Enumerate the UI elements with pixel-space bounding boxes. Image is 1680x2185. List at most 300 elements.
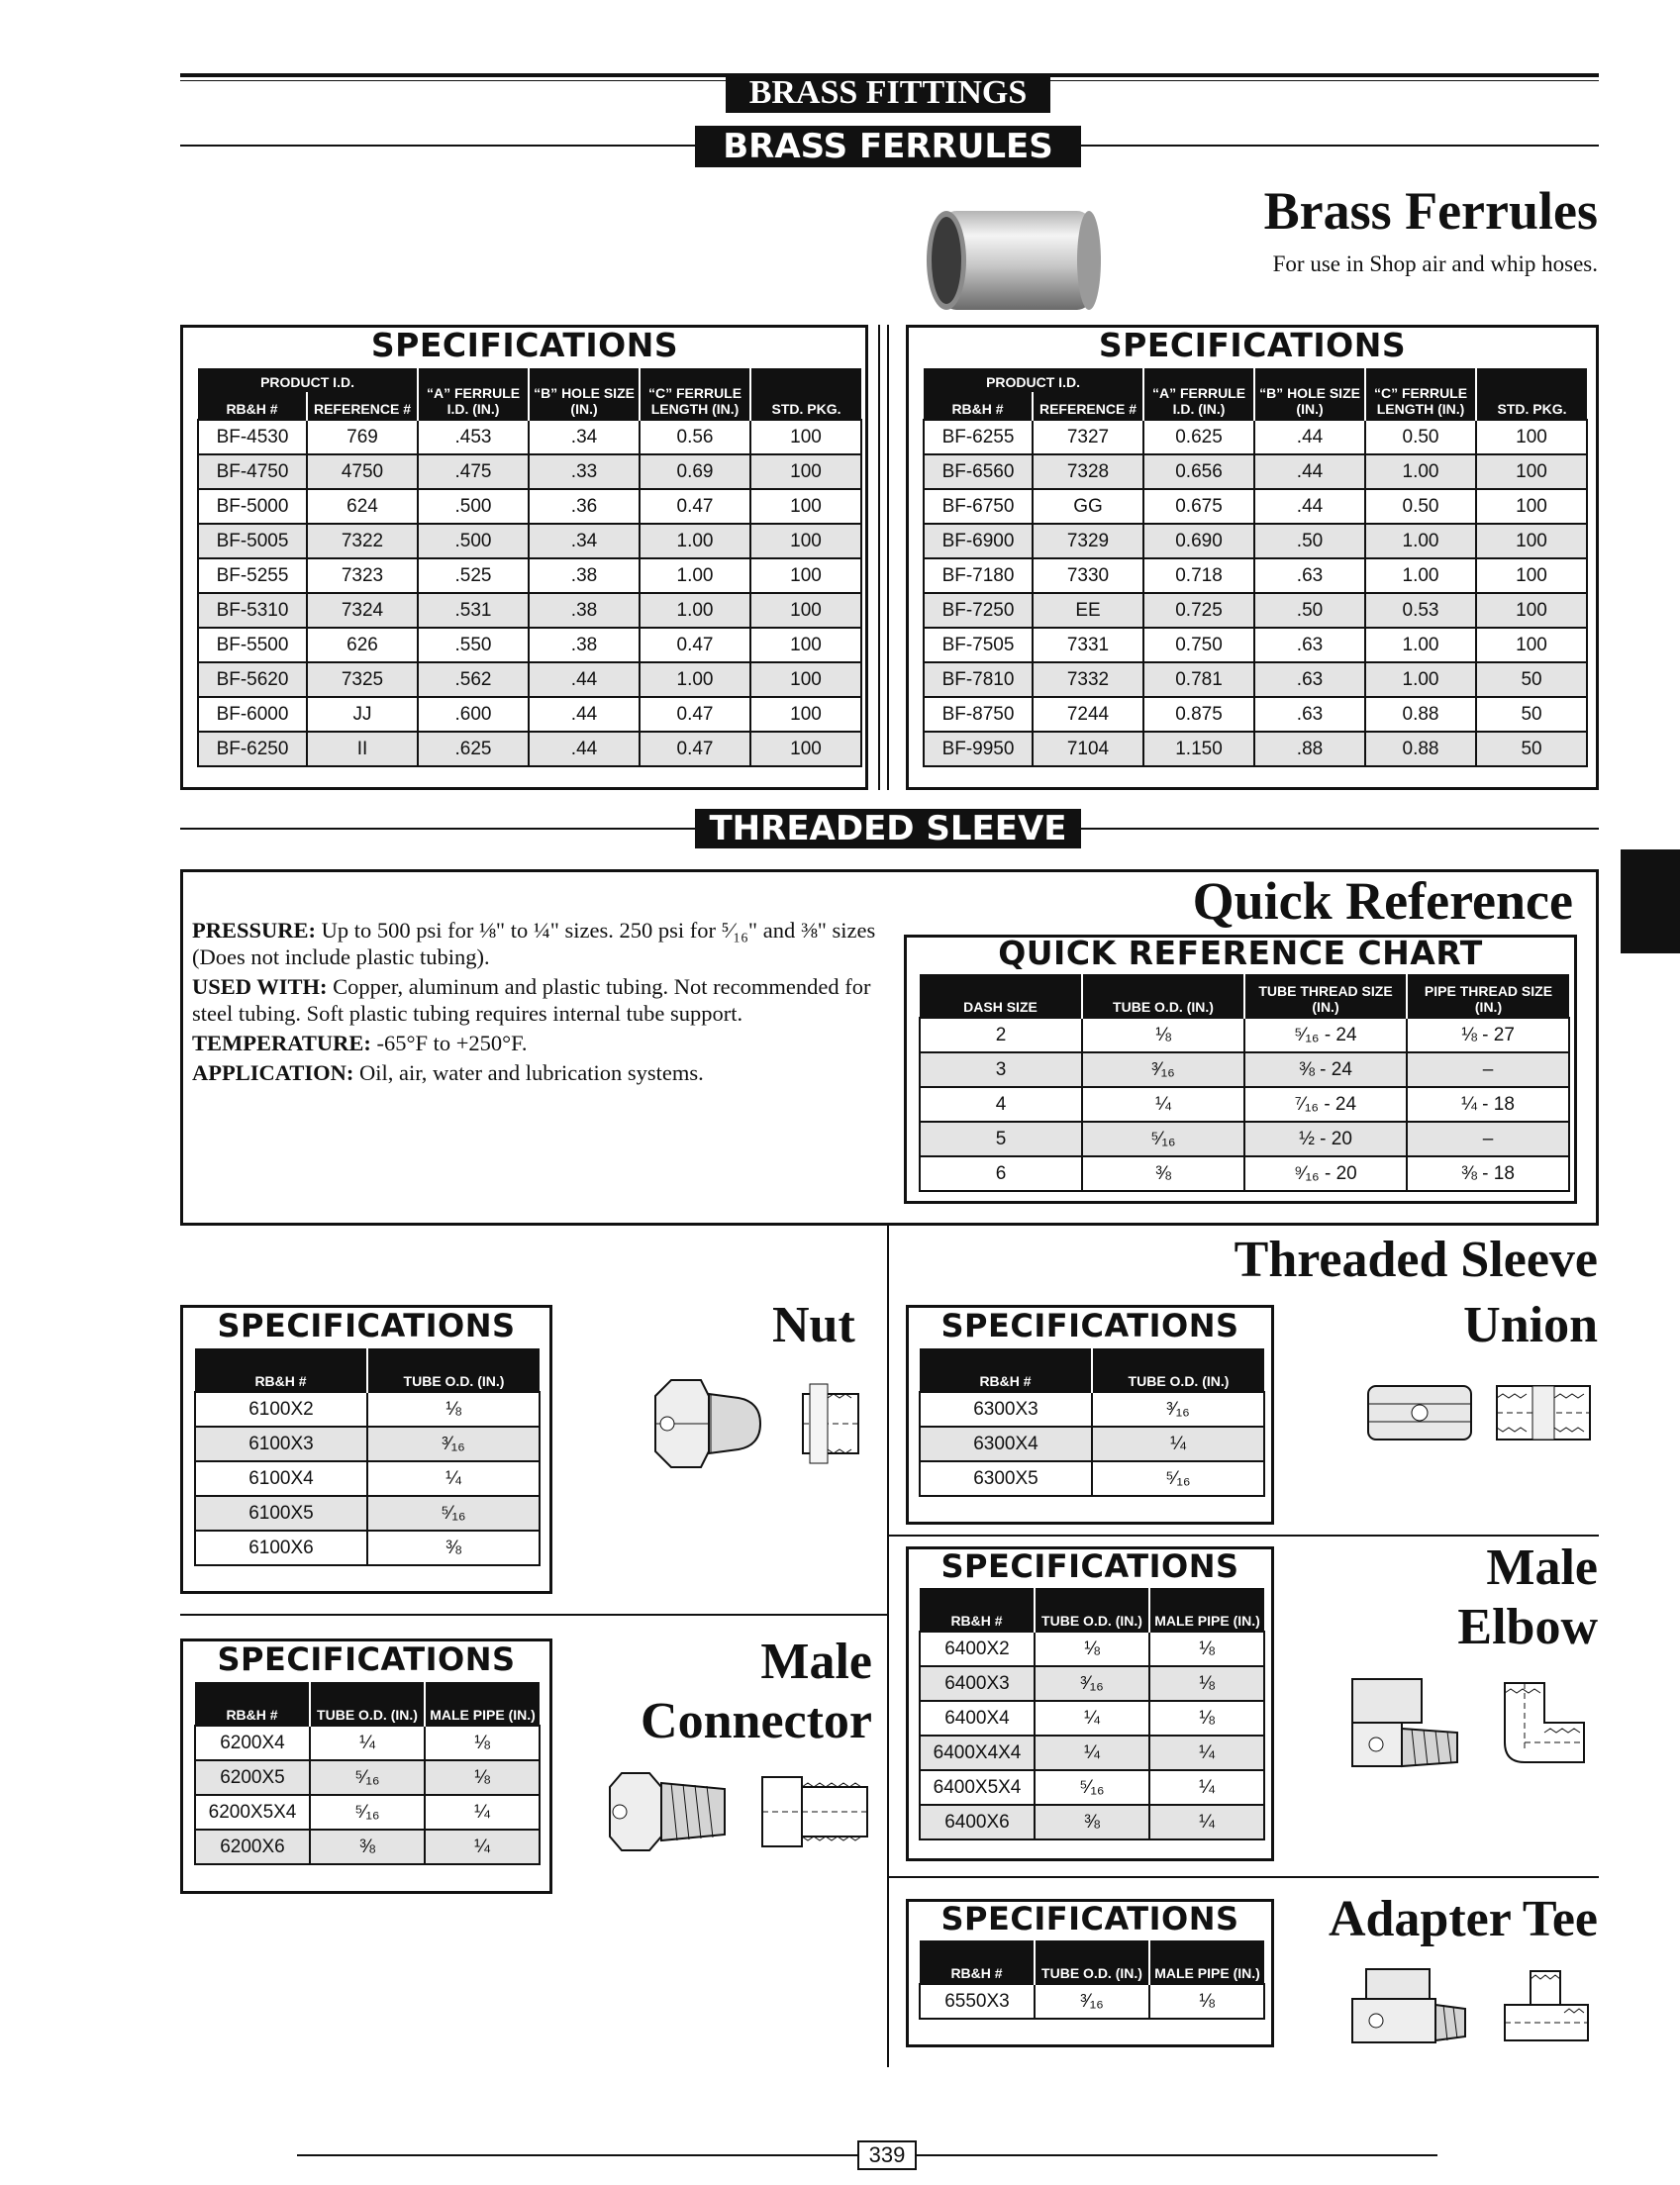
table-cell: .38 [529, 628, 640, 662]
table-cell: 0.875 [1143, 697, 1254, 732]
table-cell: ⁵⁄₁₆ [310, 1795, 425, 1830]
table-cell: ³⁄₁₆ [1092, 1392, 1264, 1427]
table-cell: 100 [1476, 628, 1587, 662]
table-cell: .453 [418, 420, 529, 454]
table-cell: ⁵⁄₁₆ [310, 1760, 425, 1795]
table-cell: 7332 [1033, 662, 1143, 697]
table-cell: 0.53 [1365, 593, 1476, 628]
table-cell: .44 [529, 662, 640, 697]
table-cell: BF-5500 [198, 628, 307, 662]
c-ferrule-header: “C” FERRULE LENGTH (IN.) [640, 368, 750, 420]
table-cell: .36 [529, 489, 640, 524]
c-ferrule-header: “C” FERRULE LENGTH (IN.) [1365, 368, 1476, 420]
table-row [920, 1770, 1264, 1805]
table-row [195, 1726, 540, 1760]
table-cell: .88 [1254, 732, 1365, 766]
table-cell: 1.00 [1365, 524, 1476, 558]
table-row [198, 558, 861, 593]
spec-title: SPECIFICATIONS [1098, 326, 1407, 364]
table-cell: ⅛ [1035, 1632, 1149, 1666]
table-cell: BF-4530 [198, 420, 307, 454]
column-header: TUBE O.D. (IN.) [1035, 1940, 1149, 1984]
table-cell: 0.47 [640, 489, 750, 524]
table-cell: ¼ [425, 1795, 540, 1830]
quick-reference-title: Quick Reference [1192, 871, 1573, 931]
table-cell: ⅛ [367, 1392, 540, 1427]
table-cell: .625 [418, 732, 529, 766]
table-cell: ¼ - 18 [1407, 1087, 1569, 1122]
table-cell: 626 [307, 628, 418, 662]
table-cell: 1.00 [1365, 558, 1476, 593]
table-cell: 1.150 [1143, 732, 1254, 766]
table-cell: 1.00 [1365, 628, 1476, 662]
table-cell: JJ [307, 697, 418, 732]
male-elbow-spec-table [919, 1588, 1265, 1840]
table-cell: ⅛ [1149, 1701, 1264, 1736]
table-row [195, 1830, 540, 1864]
quick-reference-description [192, 917, 895, 1086]
table-cell: 6400X4 [920, 1701, 1035, 1736]
table-cell: 100 [750, 524, 861, 558]
table-row [920, 1666, 1264, 1701]
table-row [924, 628, 1587, 662]
table-row [195, 1760, 540, 1795]
table-cell: ⅜ [1082, 1156, 1244, 1191]
column-header: TUBE THREAD SIZE (IN.) [1244, 974, 1407, 1018]
table-cell: 0.69 [640, 454, 750, 489]
table-cell: 0.47 [640, 697, 750, 732]
table-cell: 769 [307, 420, 418, 454]
table-row [195, 1531, 540, 1565]
table-cell: 1.00 [640, 593, 750, 628]
table-cell: 100 [1476, 593, 1587, 628]
category-label: BRASS FITTINGS [726, 73, 1050, 113]
table-row [920, 1984, 1264, 2019]
spec-title: SPECIFICATIONS [940, 1307, 1239, 1344]
temperature-text: -65°F to +250°F. [370, 1031, 528, 1055]
ferrule-spec-table-left [197, 368, 862, 767]
table-cell: 50 [1476, 732, 1587, 766]
table-cell: 1.00 [640, 558, 750, 593]
table-cell: BF-6750 [924, 489, 1033, 524]
table-cell: 7323 [307, 558, 418, 593]
table-cell: 7327 [1033, 420, 1143, 454]
table-row [920, 1632, 1264, 1666]
table-cell: .50 [1254, 524, 1365, 558]
table-cell: 50 [1476, 697, 1587, 732]
table-cell: .33 [529, 454, 640, 489]
table-row [920, 1805, 1264, 1839]
table-cell: ¼ [367, 1461, 540, 1496]
quick-reference-chart-title: QUICK REFERENCE CHART [998, 934, 1483, 972]
male-elbow-title-line2: Elbow [1457, 1599, 1598, 1655]
table-cell: ⁵⁄₁₆ [367, 1496, 540, 1531]
table-row [924, 558, 1587, 593]
table-cell: 0.725 [1143, 593, 1254, 628]
column-header: TUBE O.D. (IN.) [1092, 1348, 1264, 1392]
table-cell: 6300X4 [920, 1427, 1092, 1461]
rbh-header: RB&H # [198, 392, 307, 420]
table-row [924, 593, 1587, 628]
table-cell: .50 [1254, 593, 1365, 628]
table-cell: BF-6560 [924, 454, 1033, 489]
table-cell: 624 [307, 489, 418, 524]
table-cell: 0.47 [640, 732, 750, 766]
table-cell: ⅛ [425, 1726, 540, 1760]
table-row [195, 1795, 540, 1830]
table-cell: .38 [529, 593, 640, 628]
column-header: PIPE THREAD SIZE (IN.) [1407, 974, 1569, 1018]
table-cell: 1.00 [1365, 662, 1476, 697]
table-cell: 100 [750, 593, 861, 628]
spec-title: SPECIFICATIONS [217, 1307, 516, 1344]
table-cell: .525 [418, 558, 529, 593]
reference-header: REFERENCE # [307, 392, 418, 420]
application-text: Oil, air, water and lubrication systems. [353, 1060, 704, 1085]
table-cell: 0.625 [1143, 420, 1254, 454]
table-cell: 0.718 [1143, 558, 1254, 593]
table-cell: ⅜ - 18 [1407, 1156, 1569, 1191]
section-label-threaded-sleeve: THREADED SLEEVE [695, 809, 1081, 848]
table-cell: BF-7810 [924, 662, 1033, 697]
page-number: 339 [857, 2140, 917, 2170]
table-cell: ⅜ [1035, 1805, 1149, 1839]
table-cell: ½ - 20 [1244, 1122, 1407, 1156]
adapter-tee-title: Adapter Tee [1328, 1891, 1598, 1947]
table-cell: ¼ [310, 1726, 425, 1760]
spec-title: SPECIFICATIONS [217, 1640, 516, 1678]
table-cell: ¼ [1149, 1736, 1264, 1770]
male-connector-title-line2: Connector [641, 1693, 872, 1749]
table-cell: 7325 [307, 662, 418, 697]
table-row [198, 593, 861, 628]
table-cell: .531 [418, 593, 529, 628]
table-cell: .34 [529, 524, 640, 558]
table-row [924, 420, 1587, 454]
table-cell: ³⁄₁₆ [1035, 1984, 1149, 2019]
table-cell: ⁵⁄₁₆ - 24 [1244, 1018, 1407, 1052]
table-cell: 7244 [1033, 697, 1143, 732]
table-cell: 100 [750, 454, 861, 489]
table-cell: 100 [1476, 524, 1587, 558]
table-cell: ⁵⁄₁₆ [1035, 1770, 1149, 1805]
table-cell: ⅜ - 24 [1244, 1052, 1407, 1087]
adapter-tee-image [1346, 1965, 1594, 2064]
table-cell: BF-6000 [198, 697, 307, 732]
table-cell: .44 [1254, 489, 1365, 524]
side-tab [1621, 849, 1680, 953]
table-cell: BF-6900 [924, 524, 1033, 558]
table-cell: BF-7250 [924, 593, 1033, 628]
column-header: RB&H # [195, 1682, 310, 1726]
column-header: MALE PIPE (IN.) [1149, 1940, 1264, 1984]
a-ferrule-header: “A” FERRULE I.D. (IN.) [1143, 368, 1254, 420]
table-cell: .63 [1254, 628, 1365, 662]
table-cell: ³⁄₁₆ [367, 1427, 540, 1461]
column-header: RB&H # [195, 1348, 367, 1392]
table-row [195, 1496, 540, 1531]
table-cell: BF-5255 [198, 558, 307, 593]
table-cell: .44 [1254, 454, 1365, 489]
column-header: MALE PIPE (IN.) [425, 1682, 540, 1726]
column-header: TUBE O.D. (IN.) [1035, 1588, 1149, 1632]
ferrule-spec-table-right [923, 368, 1588, 767]
table-row [924, 524, 1587, 558]
table-row [198, 662, 861, 697]
table-cell: ³⁄₁₆ [1035, 1666, 1149, 1701]
union-fitting-image [1364, 1378, 1594, 1447]
table-row [924, 489, 1587, 524]
table-cell: BF-8750 [924, 697, 1033, 732]
table-cell: 0.690 [1143, 524, 1254, 558]
table-cell: 6 [920, 1156, 1082, 1191]
table-cell: 1.00 [640, 524, 750, 558]
table-cell: BF-6255 [924, 420, 1033, 454]
table-cell: BF-5005 [198, 524, 307, 558]
quick-reference-table [919, 974, 1570, 1192]
column-header: TUBE O.D. (IN.) [310, 1682, 425, 1726]
union-title: Union [1463, 1297, 1598, 1353]
table-cell: 100 [1476, 558, 1587, 593]
table-cell: BF-5000 [198, 489, 307, 524]
table-cell: 0.656 [1143, 454, 1254, 489]
table-cell: 6200X4 [195, 1726, 310, 1760]
table-cell: 7322 [307, 524, 418, 558]
table-cell: 100 [1476, 420, 1587, 454]
spec-title: SPECIFICATIONS [940, 1900, 1239, 1937]
temperature-label: TEMPERATURE: [192, 1031, 371, 1055]
male-connector-image [606, 1767, 873, 1856]
table-cell: 4 [920, 1087, 1082, 1122]
table-row [195, 1427, 540, 1461]
table-cell: 1.00 [1365, 454, 1476, 489]
column-header: MALE PIPE (IN.) [1149, 1588, 1264, 1632]
column-header: DASH SIZE [920, 974, 1082, 1018]
table-cell: BF-4750 [198, 454, 307, 489]
table-cell: 4750 [307, 454, 418, 489]
table-cell: 6200X5X4 [195, 1795, 310, 1830]
table-cell: EE [1033, 593, 1143, 628]
table-cell: 0.750 [1143, 628, 1254, 662]
table-row [920, 1701, 1264, 1736]
table-cell: ¼ [1035, 1736, 1149, 1770]
brass-ferrule-image [921, 203, 1109, 317]
table-cell: 3 [920, 1052, 1082, 1087]
table-cell: .44 [1254, 420, 1365, 454]
brass-ferrules-subtitle: For use in Shop air and whip hoses. [1272, 251, 1598, 276]
table-cell: 0.47 [640, 628, 750, 662]
table-cell: .475 [418, 454, 529, 489]
table-cell: ¼ [1149, 1805, 1264, 1839]
rbh-header: RB&H # [924, 392, 1033, 420]
table-cell: 0.50 [1365, 420, 1476, 454]
table-cell: 100 [1476, 489, 1587, 524]
spec-title: SPECIFICATIONS [940, 1547, 1239, 1585]
table-cell: 7329 [1033, 524, 1143, 558]
table-cell: ⁷⁄₁₆ - 24 [1244, 1087, 1407, 1122]
table-cell: BF-6250 [198, 732, 307, 766]
std-pkg-header: STD. PKG. [1476, 368, 1587, 420]
table-row [924, 732, 1587, 766]
table-cell: ⅛ [1149, 1632, 1264, 1666]
product-id-header: PRODUCT I.D. [198, 368, 418, 392]
table-cell: II [307, 732, 418, 766]
table-cell: ⅛ [425, 1760, 540, 1795]
table-cell: 100 [1476, 454, 1587, 489]
table-cell: 100 [750, 662, 861, 697]
table-cell: BF-5310 [198, 593, 307, 628]
b-hole-header: “B” HOLE SIZE (IN.) [1254, 368, 1365, 420]
table-cell: 6400X4X4 [920, 1736, 1035, 1770]
male-elbow-image [1346, 1673, 1594, 1782]
b-hole-header: “B” HOLE SIZE (IN.) [529, 368, 640, 420]
table-row [195, 1392, 540, 1427]
table-cell: ⅛ - 27 [1407, 1018, 1569, 1052]
table-row [920, 1392, 1264, 1427]
pressure-label: PRESSURE: [192, 918, 317, 943]
table-cell: .63 [1254, 558, 1365, 593]
table-cell: 6200X6 [195, 1830, 310, 1864]
table-cell: ⅜ [310, 1830, 425, 1864]
table-cell: 6550X3 [920, 1984, 1035, 2019]
table-cell: BF-7505 [924, 628, 1033, 662]
table-cell: ¼ [425, 1830, 540, 1864]
table-cell: 0.56 [640, 420, 750, 454]
product-id-header: PRODUCT I.D. [924, 368, 1143, 392]
nut-spec-table [194, 1348, 541, 1566]
table-cell: ⅛ [1149, 1666, 1264, 1701]
column-header: RB&H # [920, 1940, 1035, 1984]
nut-title: Nut [772, 1297, 855, 1353]
table-cell: .44 [529, 732, 640, 766]
table-cell: 100 [750, 628, 861, 662]
table-cell: ¼ [1035, 1701, 1149, 1736]
table-row [924, 662, 1587, 697]
threaded-sleeve-title: Threaded Sleeve [1234, 1232, 1598, 1288]
table-cell: ⅜ [367, 1531, 540, 1565]
table-row [920, 1461, 1264, 1496]
table-row [198, 732, 861, 766]
brass-ferrules-title: Brass Ferrules [1263, 181, 1598, 241]
table-row [195, 1461, 540, 1496]
table-row [920, 1018, 1569, 1052]
table-cell: .562 [418, 662, 529, 697]
table-cell: 6300X3 [920, 1392, 1092, 1427]
table-cell: 50 [1476, 662, 1587, 697]
table-cell: 1.00 [640, 662, 750, 697]
union-spec-table [919, 1348, 1265, 1497]
table-row [198, 420, 861, 454]
table-row [924, 697, 1587, 732]
table-cell: ¼ [1082, 1087, 1244, 1122]
table-cell: 6300X5 [920, 1461, 1092, 1496]
table-row [198, 628, 861, 662]
table-cell: 2 [920, 1018, 1082, 1052]
column-header: RB&H # [920, 1348, 1092, 1392]
table-row [198, 697, 861, 732]
table-row [198, 524, 861, 558]
spec-title: SPECIFICATIONS [370, 326, 679, 364]
table-cell: .550 [418, 628, 529, 662]
column-header: RB&H # [920, 1588, 1035, 1632]
table-cell: ⁵⁄₁₆ [1082, 1122, 1244, 1156]
male-connector-spec-table [194, 1682, 541, 1865]
table-cell: GG [1033, 489, 1143, 524]
table-cell: ⅛ [1082, 1018, 1244, 1052]
table-cell: 6100X4 [195, 1461, 367, 1496]
table-cell: 6400X6 [920, 1805, 1035, 1839]
table-cell: 7324 [307, 593, 418, 628]
table-cell: .500 [418, 524, 529, 558]
table-cell: .38 [529, 558, 640, 593]
table-cell: BF-9950 [924, 732, 1033, 766]
table-row [920, 1052, 1569, 1087]
section-label-brass-ferrules: BRASS FERRULES [695, 126, 1081, 167]
table-cell: 7104 [1033, 732, 1143, 766]
table-cell: .63 [1254, 662, 1365, 697]
used-with-text: Copper, aluminum and plastic tubing. Not recommended for steel tubing. Soft plastic tubing requires internal tube support. [192, 974, 871, 1026]
table-cell: – [1407, 1052, 1569, 1087]
application-label: APPLICATION: [192, 1060, 354, 1085]
table-cell: .44 [529, 697, 640, 732]
table-cell: 5 [920, 1122, 1082, 1156]
table-cell: 6400X3 [920, 1666, 1035, 1701]
table-cell: BF-7180 [924, 558, 1033, 593]
table-cell: .63 [1254, 697, 1365, 732]
table-cell: 0.781 [1143, 662, 1254, 697]
reference-header: REFERENCE # [1033, 392, 1143, 420]
pressure-text: Up to 500 psi for ⅛" to ¼" sizes. 250 psi for ⁵⁄₁₆" and ⅜" sizes (Does not include plastic tubing). [192, 918, 876, 969]
column-header: TUBE O.D. (IN.) [367, 1348, 540, 1392]
table-row [920, 1427, 1264, 1461]
table-cell: 6100X3 [195, 1427, 367, 1461]
table-row [920, 1156, 1569, 1191]
table-cell: 0.88 [1365, 732, 1476, 766]
std-pkg-header: STD. PKG. [750, 368, 861, 420]
table-row [198, 489, 861, 524]
table-cell: .600 [418, 697, 529, 732]
table-cell: ⁵⁄₁₆ [1092, 1461, 1264, 1496]
table-cell: BF-5620 [198, 662, 307, 697]
table-cell: 100 [750, 489, 861, 524]
table-cell: 0.50 [1365, 489, 1476, 524]
table-cell: 6200X5 [195, 1760, 310, 1795]
table-cell: ⁹⁄₁₆ - 20 [1244, 1156, 1407, 1191]
nut-fitting-image [649, 1374, 877, 1473]
table-cell: 6100X6 [195, 1531, 367, 1565]
table-row [920, 1087, 1569, 1122]
table-cell: 100 [750, 732, 861, 766]
table-cell: 100 [750, 697, 861, 732]
column-header: TUBE O.D. (IN.) [1082, 974, 1244, 1018]
table-cell: 0.88 [1365, 697, 1476, 732]
table-cell: 100 [750, 558, 861, 593]
table-cell: 7330 [1033, 558, 1143, 593]
male-connector-title-line1: Male [760, 1634, 872, 1690]
table-cell: 100 [750, 420, 861, 454]
table-row [198, 454, 861, 489]
table-cell: ¼ [1092, 1427, 1264, 1461]
table-cell: 6400X5X4 [920, 1770, 1035, 1805]
table-cell: 6400X2 [920, 1632, 1035, 1666]
table-cell: 0.675 [1143, 489, 1254, 524]
table-cell: – [1407, 1122, 1569, 1156]
table-row [920, 1736, 1264, 1770]
table-cell: ¼ [1149, 1770, 1264, 1805]
table-cell: 7328 [1033, 454, 1143, 489]
adapter-tee-spec-table [919, 1940, 1265, 2020]
table-cell: 6100X2 [195, 1392, 367, 1427]
